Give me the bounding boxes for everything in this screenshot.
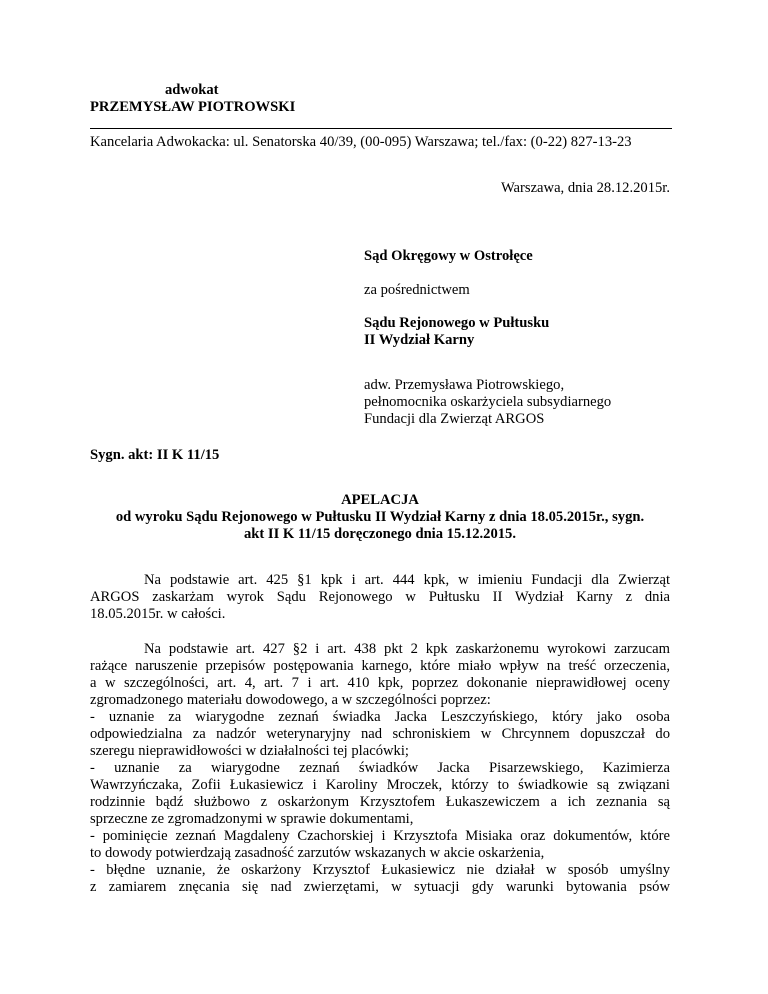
letterhead-divider	[90, 128, 672, 129]
via-label: za pośrednictwem	[364, 282, 470, 298]
court-name: Sąd Okręgowy w Ostrołęce	[364, 248, 533, 264]
paragraph-charges	[90, 641, 670, 896]
paragraph-line: zgromadzonego materiału dowodowego, a w szczególności poprzez:	[90, 692, 491, 708]
case-reference: Sygn. akt: II K 11/15	[90, 447, 220, 463]
paragraph-line: szeregu nieprawidłowości w działalności tej placówki;	[90, 743, 409, 759]
appeal-title: APELACJA	[341, 492, 419, 508]
paragraph-line: Na podstawie art. 427 §2 i art. 438 pkt 2 kpk zaskarżonemu wyrokowi zarzucam	[144, 641, 670, 657]
sender-line-1: adw. Przemysława Piotrowskiego,	[364, 377, 565, 393]
lower-court-name: Sądu Rejonowego w Pułtusku	[364, 315, 550, 331]
paragraph-line: - uznanie za wiarygodne zeznań świadka Jacka Leszczyńskiego, który jako osoba	[90, 709, 670, 725]
lower-court-division: II Wydział Karny	[364, 332, 475, 348]
paragraph-line: Na podstawie art. 425 §1 kpk i art. 444 kpk, w imieniu Fundacji dla Zwierząt	[144, 572, 670, 588]
office-address: Kancelaria Adwokacka: ul. Senatorska 40/39, (00-095) Warszawa; tel./fax: (0-22) 827-13-23	[90, 134, 632, 150]
paragraph-line: z zamiarem znęcania się nad zwierzętami, w sytuacji gdy warunki bytowania psów	[90, 879, 670, 895]
paragraph-line: a w szczególności, art. 4, art. 7 i art. 410 kpk, poprzez dokonanie nieprawidłowej oceny	[90, 675, 670, 691]
paragraph-line: sprzeczne ze zgromadzonymi w sprawie dokumentami,	[90, 811, 414, 827]
paragraph-scope	[90, 572, 670, 623]
sender-line-3: Fundacji dla Zwierząt ARGOS	[364, 411, 545, 427]
paragraph-line: to dowody potwierdzają zasadność zarzutów wskazanych w akcie oskarżenia,	[90, 845, 545, 861]
paragraph-line: - błędne uznanie, że oskarżony Krzysztof Łukasiewicz nie działał w sposób umyślny	[90, 862, 670, 878]
paragraph-line: rażące naruszenie przepisów postępowania karnego, które miało wpływ na treść orzeczenia,	[90, 658, 670, 674]
paragraph-line: odpowiedzialna za nadzór weterynaryjny nad schroniskiem w Chrcynnem dopuszczał do	[90, 726, 670, 742]
lawyer-name: PRZEMYSŁAW PIOTROWSKI	[90, 99, 296, 115]
appeal-subtitle-line-1: od wyroku Sądu Rejonowego w Pułtusku II Wydział Karny z dnia 18.05.2015r., sygn.	[115, 509, 645, 525]
sender-line-2: pełnomocnika oskarżyciela subsydiarnego	[364, 394, 612, 410]
paragraph-line: 18.05.2015r. w całości.	[90, 606, 226, 622]
paragraph-line: Wawrzyńczaka, Zofii Łukasiewicz i Karoliny Mroczek, którzy to świadkowie są związani	[90, 777, 670, 793]
paragraph-line: - pominięcie zeznań Magdaleny Czachorskiej i Krzysztofa Misiaka oraz dokumentów, które	[90, 828, 670, 844]
paragraph-line: rodzinnie bądź służbowo z oskarżonym Krzysztofem Łukaszewiczem a ich zeznania są	[90, 794, 670, 810]
date-line: Warszawa, dnia 28.12.2015r.	[500, 180, 670, 196]
appeal-heading	[90, 492, 670, 543]
paragraph-line: ARGOS zaskarżam wyrok Sądu Rejonowego w Pułtusku II Wydział Karny z dnia	[90, 589, 670, 605]
paragraph-line: - uznanie za wiarygodne zeznań świadków Jacka Pisarzewskiego, Kazimierza	[90, 760, 670, 776]
lawyer-title: adwokat	[165, 82, 219, 98]
appeal-subtitle-line-2: akt II K 11/15 doręczonego dnia 15.12.2015.	[243, 526, 517, 542]
